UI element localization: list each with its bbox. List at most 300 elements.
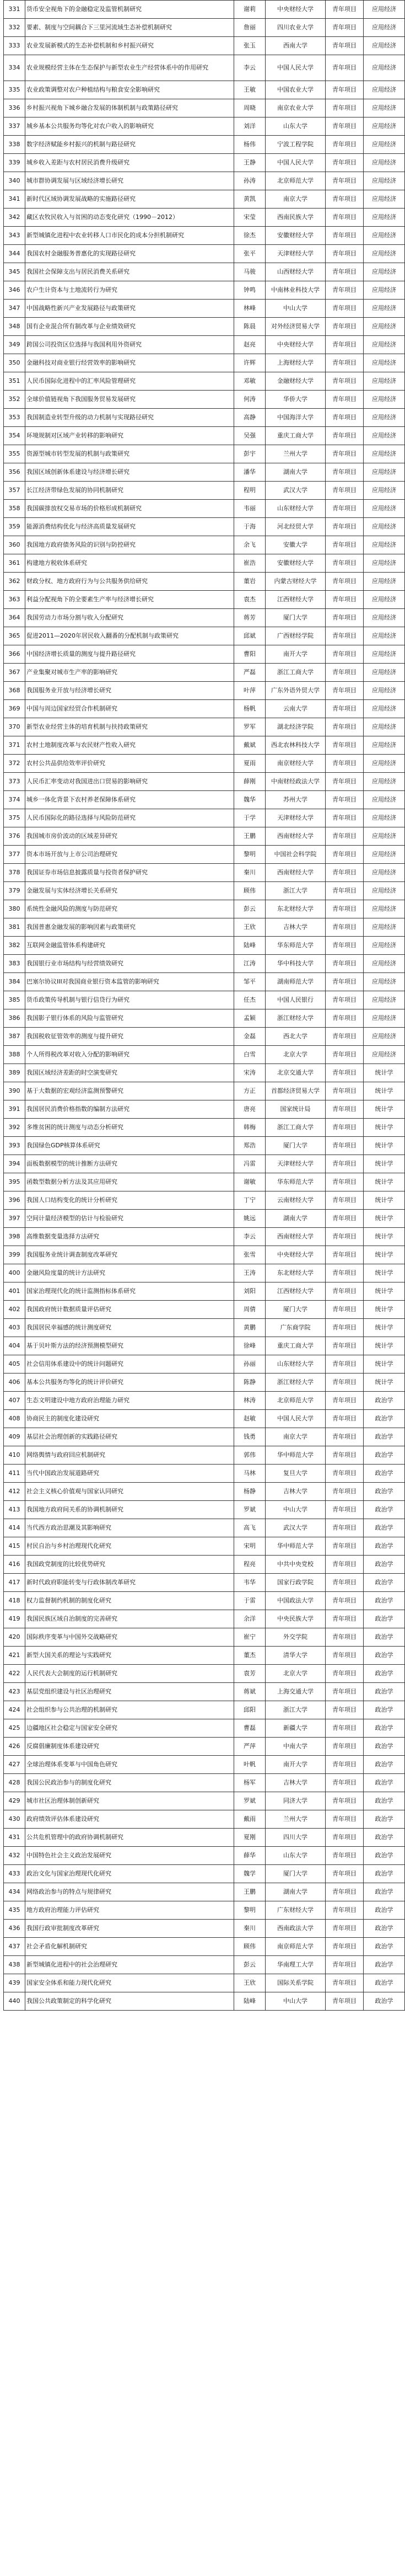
project-title: 我国碳排放权交易市场的价格形成机制研究 (25, 500, 234, 518)
project-title: 新型农业经营主体的培育机制与扶持政策研究 (25, 718, 234, 736)
project-title: 人民币汇率变动对我国进出口贸易的影响研究 (25, 773, 234, 791)
table-row (4, 1647, 405, 1665)
institution: 浙江大学 (266, 882, 326, 900)
project-type: 青年项目 (326, 154, 364, 172)
row-number: 334 (4, 55, 25, 81)
institution: 吉林大学 (266, 1774, 326, 1792)
principal-name: 黄鹏 (234, 1319, 266, 1337)
row-number: 354 (4, 427, 25, 445)
institution: 云南大学 (266, 700, 326, 718)
project-title: 我国服务业统计调查制度改革研究 (25, 1246, 234, 1264)
project-title: 国家安全体系和能力现代化研究 (25, 1974, 234, 1992)
row-number: 392 (4, 1119, 25, 1137)
institution: 天津财经大学 (266, 245, 326, 263)
project-title: 我国公民政治参与的制度化研究 (25, 1774, 234, 1792)
project-type: 青年项目 (326, 81, 364, 99)
discipline: 应用经济 (364, 827, 405, 846)
discipline: 统计学 (364, 1264, 405, 1282)
principal-name: 彭云 (234, 900, 266, 918)
discipline: 政治学 (364, 1774, 405, 1792)
institution: 厦门大学 (266, 1137, 326, 1155)
institution: 华东师范大学 (266, 1173, 326, 1191)
row-number: 428 (4, 1774, 25, 1792)
principal-name: 周倩 (234, 1301, 266, 1319)
table-row (4, 1992, 405, 2011)
table-row (4, 1865, 405, 1883)
discipline: 应用经济 (364, 500, 405, 518)
row-number: 390 (4, 1082, 25, 1100)
project-title: 国家治理现代化的统计监测指标体系研究 (25, 1282, 234, 1301)
principal-name: 董岩 (234, 573, 266, 591)
discipline: 应用经济 (364, 318, 405, 336)
project-title: 数字经济赋能乡村振兴的机制与路径研究 (25, 136, 234, 154)
institution: 中央民族大学 (266, 1610, 326, 1628)
row-number: 352 (4, 391, 25, 409)
discipline: 政治学 (364, 1756, 405, 1774)
project-title: 金融风险度量的统计方法研究 (25, 1264, 234, 1282)
project-type: 青年项目 (326, 1738, 364, 1756)
institution: 中国政法大学 (266, 1592, 326, 1610)
project-type: 青年项目 (326, 1410, 364, 1428)
discipline: 应用经济 (364, 81, 405, 99)
project-type: 青年项目 (326, 1665, 364, 1683)
table-row (4, 773, 405, 791)
row-number: 357 (4, 482, 25, 500)
table-row (4, 1446, 405, 1465)
row-number: 397 (4, 1210, 25, 1228)
principal-name: 孟颖 (234, 1009, 266, 1028)
principal-name: 顾伟 (234, 1938, 266, 1956)
institution: 中国人民大学 (266, 154, 326, 172)
row-number: 440 (4, 1992, 25, 2011)
principal-name: 顾伟 (234, 882, 266, 900)
project-title: 资源型城市转型发展的机制与政策研究 (25, 445, 234, 463)
project-type: 青年项目 (326, 973, 364, 991)
row-number: 434 (4, 1883, 25, 1901)
project-type: 青年项目 (326, 573, 364, 591)
principal-name: 钱勇 (234, 1428, 266, 1446)
discipline: 应用经济 (364, 518, 405, 536)
table-row (4, 1191, 405, 1210)
principal-name: 谢敏 (234, 1173, 266, 1191)
project-type: 青年项目 (326, 1992, 364, 2011)
institution: 兰州大学 (266, 1810, 326, 1829)
discipline: 政治学 (364, 1829, 405, 1847)
institution: 中国人民大学 (266, 55, 326, 81)
principal-name: 罗斌 (234, 1792, 266, 1810)
table-row (4, 591, 405, 609)
principal-name: 王欣 (234, 918, 266, 937)
table-row (4, 99, 405, 117)
project-title: 我国社会保障支出与居民消费关系研究 (25, 263, 234, 281)
discipline: 应用经济 (364, 209, 405, 227)
principal-name: 陆峰 (234, 1992, 266, 2011)
project-type: 青年项目 (326, 591, 364, 609)
institution: 西北大学 (266, 1028, 326, 1046)
institution: 清华大学 (266, 1647, 326, 1665)
project-type: 青年项目 (326, 1046, 364, 1064)
institution: 厦门大学 (266, 609, 326, 627)
discipline: 应用经济 (364, 136, 405, 154)
project-type: 青年项目 (326, 1956, 364, 1974)
discipline: 统计学 (364, 1319, 405, 1337)
discipline: 统计学 (364, 1337, 405, 1355)
discipline: 应用经济 (364, 900, 405, 918)
institution: 东北财经大学 (266, 1264, 326, 1282)
discipline: 政治学 (364, 1938, 405, 1956)
institution: 新疆大学 (266, 1719, 326, 1738)
project-type: 青年项目 (326, 445, 364, 463)
discipline: 应用经济 (364, 718, 405, 736)
project-title: 我国公共政策制定的科学化研究 (25, 1992, 234, 2011)
row-number: 351 (4, 372, 25, 391)
principal-name: 谢莉 (234, 1, 266, 19)
row-number: 404 (4, 1337, 25, 1355)
principal-name: 彭宇 (234, 445, 266, 463)
table-row (4, 1064, 405, 1082)
project-title: 面板数据模型的统计推断方法研究 (25, 1155, 234, 1173)
table-row (4, 627, 405, 645)
table-row (4, 1410, 405, 1428)
project-type: 青年项目 (326, 227, 364, 245)
project-title: 我国银行业市场结构与经营绩效研究 (25, 955, 234, 973)
row-number: 405 (4, 1355, 25, 1373)
project-title: 农业政策调整对农户种植结构与粮食安全影响研究 (25, 81, 234, 99)
principal-name: 陆峰 (234, 937, 266, 955)
row-number: 345 (4, 263, 25, 281)
row-number: 411 (4, 1465, 25, 1483)
project-type: 青年项目 (326, 827, 364, 846)
table-row (4, 482, 405, 500)
institution: 厦门大学 (266, 1865, 326, 1883)
discipline: 政治学 (364, 1665, 405, 1683)
project-title: 财政分权、地方政府行为与公共服务供给研究 (25, 573, 234, 591)
table-row (4, 1100, 405, 1119)
project-title: 长江经济带绿色发展的协同机制研究 (25, 482, 234, 500)
principal-name: 韦丽 (234, 500, 266, 518)
project-type: 青年项目 (326, 718, 364, 736)
institution: 山东财经大学 (266, 500, 326, 518)
project-title: 我国区域创新体系建设与经济增长研究 (25, 463, 234, 482)
institution: 河北经贸大学 (266, 518, 326, 536)
project-type: 青年项目 (326, 1610, 364, 1628)
principal-name: 彭云 (234, 1956, 266, 1974)
institution: 北京大学 (266, 1665, 326, 1683)
principal-name: 张平 (234, 245, 266, 263)
discipline: 统计学 (364, 1173, 405, 1191)
discipline: 应用经济 (364, 190, 405, 209)
table-row (4, 1847, 405, 1865)
row-number: 387 (4, 1028, 25, 1046)
table-row (4, 1792, 405, 1810)
discipline: 统计学 (364, 1082, 405, 1100)
institution: 国际关系学院 (266, 1974, 326, 1992)
project-title: 基层社会治理创新的实践路径研究 (25, 1428, 234, 1446)
project-title: 我国绿色GDP核算体系研究 (25, 1137, 234, 1155)
discipline: 政治学 (364, 1556, 405, 1574)
principal-name: 袁杰 (234, 591, 266, 609)
project-type: 青年项目 (326, 1628, 364, 1647)
project-title: 我国地方政府债务风险的识别与防控研究 (25, 536, 234, 554)
table-row (4, 1701, 405, 1719)
project-title: 促进2011—2020年居民收入翻番的分配机制与政策研究 (25, 627, 234, 645)
project-title: 协商民主的制度化建设研究 (25, 1410, 234, 1428)
table-row (4, 190, 405, 209)
discipline: 统计学 (364, 1210, 405, 1228)
principal-name: 杨帆 (234, 700, 266, 718)
institution: 浙江财经大学 (266, 1373, 326, 1392)
project-type: 青年项目 (326, 1264, 364, 1282)
table-row (4, 882, 405, 900)
table-row (4, 445, 405, 463)
project-type: 青年项目 (326, 1082, 364, 1100)
principal-name: 郭伟 (234, 1446, 266, 1465)
principal-name: 马林 (234, 1465, 266, 1483)
table-row (4, 809, 405, 827)
project-title: 我国区域经济差距的时空演变研究 (25, 1064, 234, 1082)
table-row (4, 55, 405, 81)
project-title: 村民自治与乡村治理现代化研究 (25, 1537, 234, 1556)
institution: 武汉大学 (266, 1519, 326, 1537)
discipline: 应用经济 (364, 791, 405, 809)
project-title: 城乡基本公共服务均等化对农户收入的影响研究 (25, 117, 234, 136)
principal-name: 宋涛 (234, 1064, 266, 1082)
project-title: 中国战略性新兴产业发展路径与政策研究 (25, 300, 234, 318)
table-row (4, 1319, 405, 1337)
row-number: 380 (4, 900, 25, 918)
institution: 中国海洋大学 (266, 409, 326, 427)
principal-name: 黎明 (234, 846, 266, 864)
institution: 华中师范大学 (266, 1446, 326, 1465)
principal-name: 詹丽 (234, 19, 266, 37)
institution: 中山大学 (266, 300, 326, 318)
principal-name: 夏雨 (234, 755, 266, 773)
table-row (4, 227, 405, 245)
discipline: 应用经济 (364, 1046, 405, 1064)
table-row (4, 1938, 405, 1956)
row-number: 429 (4, 1792, 25, 1810)
discipline: 政治学 (364, 1574, 405, 1592)
project-title: 货币政策传导机制与银行信贷行为研究 (25, 991, 234, 1009)
institution: 中山大学 (266, 1992, 326, 2011)
project-type: 青年项目 (326, 955, 364, 973)
discipline: 统计学 (364, 1246, 405, 1264)
principal-name: 林涛 (234, 1392, 266, 1410)
project-type: 青年项目 (326, 354, 364, 372)
table-row (4, 1009, 405, 1028)
row-number: 410 (4, 1446, 25, 1465)
institution: 南开大学 (266, 1756, 326, 1774)
principal-name: 宋明 (234, 1537, 266, 1556)
institution: 山东大学 (266, 1847, 326, 1865)
table-row (4, 336, 405, 354)
row-number: 337 (4, 117, 25, 136)
project-type: 青年项目 (326, 1173, 364, 1191)
table-row (4, 300, 405, 318)
principal-name: 杨军 (234, 1774, 266, 1792)
project-type: 青年项目 (326, 209, 364, 227)
project-type: 青年项目 (326, 1028, 364, 1046)
project-type: 青年项目 (326, 300, 364, 318)
principal-name: 叶萍 (234, 682, 266, 700)
discipline: 统计学 (364, 1301, 405, 1319)
principal-name: 黎明 (234, 1901, 266, 1920)
project-title: 农村公共品供给效率评价研究 (25, 755, 234, 773)
institution: 兰州大学 (266, 445, 326, 463)
project-type: 青年项目 (326, 900, 364, 918)
row-number: 424 (4, 1701, 25, 1719)
principal-name: 钟鸣 (234, 281, 266, 300)
project-type: 青年项目 (326, 918, 364, 937)
discipline: 政治学 (364, 1738, 405, 1756)
row-number: 331 (4, 1, 25, 19)
row-number: 416 (4, 1556, 25, 1574)
table-row (4, 736, 405, 755)
principal-name: 程明 (234, 482, 266, 500)
table-row (4, 1501, 405, 1519)
project-type: 青年项目 (326, 791, 364, 809)
table-row (4, 1173, 405, 1191)
row-number: 427 (4, 1756, 25, 1774)
institution: 浙江工商大学 (266, 664, 326, 682)
row-number: 394 (4, 1155, 25, 1173)
project-title: 我国政府统计数据质量评估研究 (25, 1301, 234, 1319)
project-title: 我国城市房价波动的区域差异研究 (25, 827, 234, 846)
discipline: 应用经济 (364, 773, 405, 791)
row-number: 360 (4, 536, 25, 554)
project-type: 青年项目 (326, 609, 364, 627)
institution: 广西财经学院 (266, 627, 326, 645)
table-row (4, 1592, 405, 1610)
institution: 国家统计局 (266, 1100, 326, 1119)
row-number: 350 (4, 354, 25, 372)
row-number: 371 (4, 736, 25, 755)
project-title: 人民币国际化进程中的汇率风险管理研究 (25, 372, 234, 391)
project-title: 中国特色社会主义政治发展研究 (25, 1847, 234, 1865)
table-row (4, 755, 405, 773)
project-title: 农业规模经营主体在生态保护与新型农业生产经营体系中的作用研究 (25, 55, 234, 81)
row-number: 418 (4, 1592, 25, 1610)
institution: 中南财经政法大学 (266, 773, 326, 791)
row-number: 384 (4, 973, 25, 991)
table-row (4, 136, 405, 154)
project-title: 政治文化与国家治理现代化研究 (25, 1865, 234, 1883)
institution: 苏州大学 (266, 791, 326, 809)
institution: 四川农业大学 (266, 19, 326, 37)
discipline: 政治学 (364, 1610, 405, 1628)
row-number: 413 (4, 1501, 25, 1519)
project-title: 我国劳动力市场分割与收入分配研究 (25, 609, 234, 627)
principal-name: 于学 (234, 809, 266, 827)
project-title: 资本市场开放与上市公司治理研究 (25, 846, 234, 864)
institution: 吉林大学 (266, 918, 326, 937)
discipline: 政治学 (364, 1683, 405, 1701)
principal-name: 许辉 (234, 354, 266, 372)
discipline: 政治学 (364, 1810, 405, 1829)
project-title: 基于大数据的宏观经济监测预警研究 (25, 1082, 234, 1100)
row-number: 379 (4, 882, 25, 900)
discipline: 统计学 (364, 1119, 405, 1137)
institution: 同济大学 (266, 1792, 326, 1810)
row-number: 388 (4, 1046, 25, 1064)
discipline: 应用经济 (364, 463, 405, 482)
table-row (4, 1956, 405, 1974)
principal-name: 韦华 (234, 1574, 266, 1592)
table-row (4, 1228, 405, 1246)
discipline: 政治学 (364, 1465, 405, 1483)
principal-name: 薛刚 (234, 773, 266, 791)
principal-name: 薛华 (234, 1847, 266, 1865)
project-title: 城市群协调发展与区域经济增长研究 (25, 172, 234, 190)
discipline: 统计学 (364, 1228, 405, 1246)
project-title: 我国农村金融服务普惠化的实现路径研究 (25, 245, 234, 263)
table-row (4, 1, 405, 19)
institution: 东北财经大学 (266, 900, 326, 918)
project-type: 青年项目 (326, 1719, 364, 1738)
table-row (4, 1774, 405, 1792)
table-row (4, 1519, 405, 1537)
table-row (4, 372, 405, 391)
project-title: 金融发展与实体经济增长关系研究 (25, 882, 234, 900)
principal-name: 严磊 (234, 664, 266, 682)
principal-name: 于雷 (234, 1592, 266, 1610)
discipline: 应用经济 (364, 227, 405, 245)
row-number: 363 (4, 591, 25, 609)
principal-name: 魏华 (234, 791, 266, 809)
discipline: 应用经济 (364, 573, 405, 591)
project-type: 青年项目 (326, 1501, 364, 1519)
project-title: 农业发展新模式的生态补偿机制和乡村振兴研究 (25, 37, 234, 55)
table-row (4, 318, 405, 336)
project-type: 青年项目 (326, 991, 364, 1009)
institution: 内蒙古财经大学 (266, 573, 326, 591)
project-type: 青年项目 (326, 1137, 364, 1155)
table-row (4, 1392, 405, 1410)
discipline: 统计学 (364, 1100, 405, 1119)
table-row (4, 991, 405, 1009)
institution: 华南理工大学 (266, 1956, 326, 1974)
project-type: 青年项目 (326, 518, 364, 536)
table-row (4, 827, 405, 846)
project-type: 青年项目 (326, 1392, 364, 1410)
project-type: 青年项目 (326, 1119, 364, 1137)
principal-name: 王敏 (234, 81, 266, 99)
project-title: 政府绩效评估体系建设研究 (25, 1810, 234, 1829)
table-row (4, 154, 405, 172)
table-row (4, 1738, 405, 1756)
row-number: 385 (4, 991, 25, 1009)
project-type: 青年项目 (326, 1228, 364, 1246)
project-type: 青年项目 (326, 700, 364, 718)
discipline: 应用经济 (364, 736, 405, 755)
project-title: 当代中国政治发展道路研究 (25, 1465, 234, 1483)
table-row (4, 1901, 405, 1920)
discipline: 政治学 (364, 1701, 405, 1719)
project-type: 青年项目 (326, 245, 364, 263)
institution: 重庆工商大学 (266, 1337, 326, 1355)
table-row (4, 37, 405, 55)
institution: 华中科技大学 (266, 955, 326, 973)
project-type: 青年项目 (326, 1592, 364, 1610)
project-type: 青年项目 (326, 391, 364, 409)
project-type: 青年项目 (326, 409, 364, 427)
project-title: 城乡收入差距与农村居民消费升级研究 (25, 154, 234, 172)
row-number: 373 (4, 773, 25, 791)
row-number: 376 (4, 827, 25, 846)
row-number: 420 (4, 1628, 25, 1647)
institution: 广东财经大学 (266, 1901, 326, 1920)
project-title: 国有企业混合所有制改革与企业绩效研究 (25, 318, 234, 336)
